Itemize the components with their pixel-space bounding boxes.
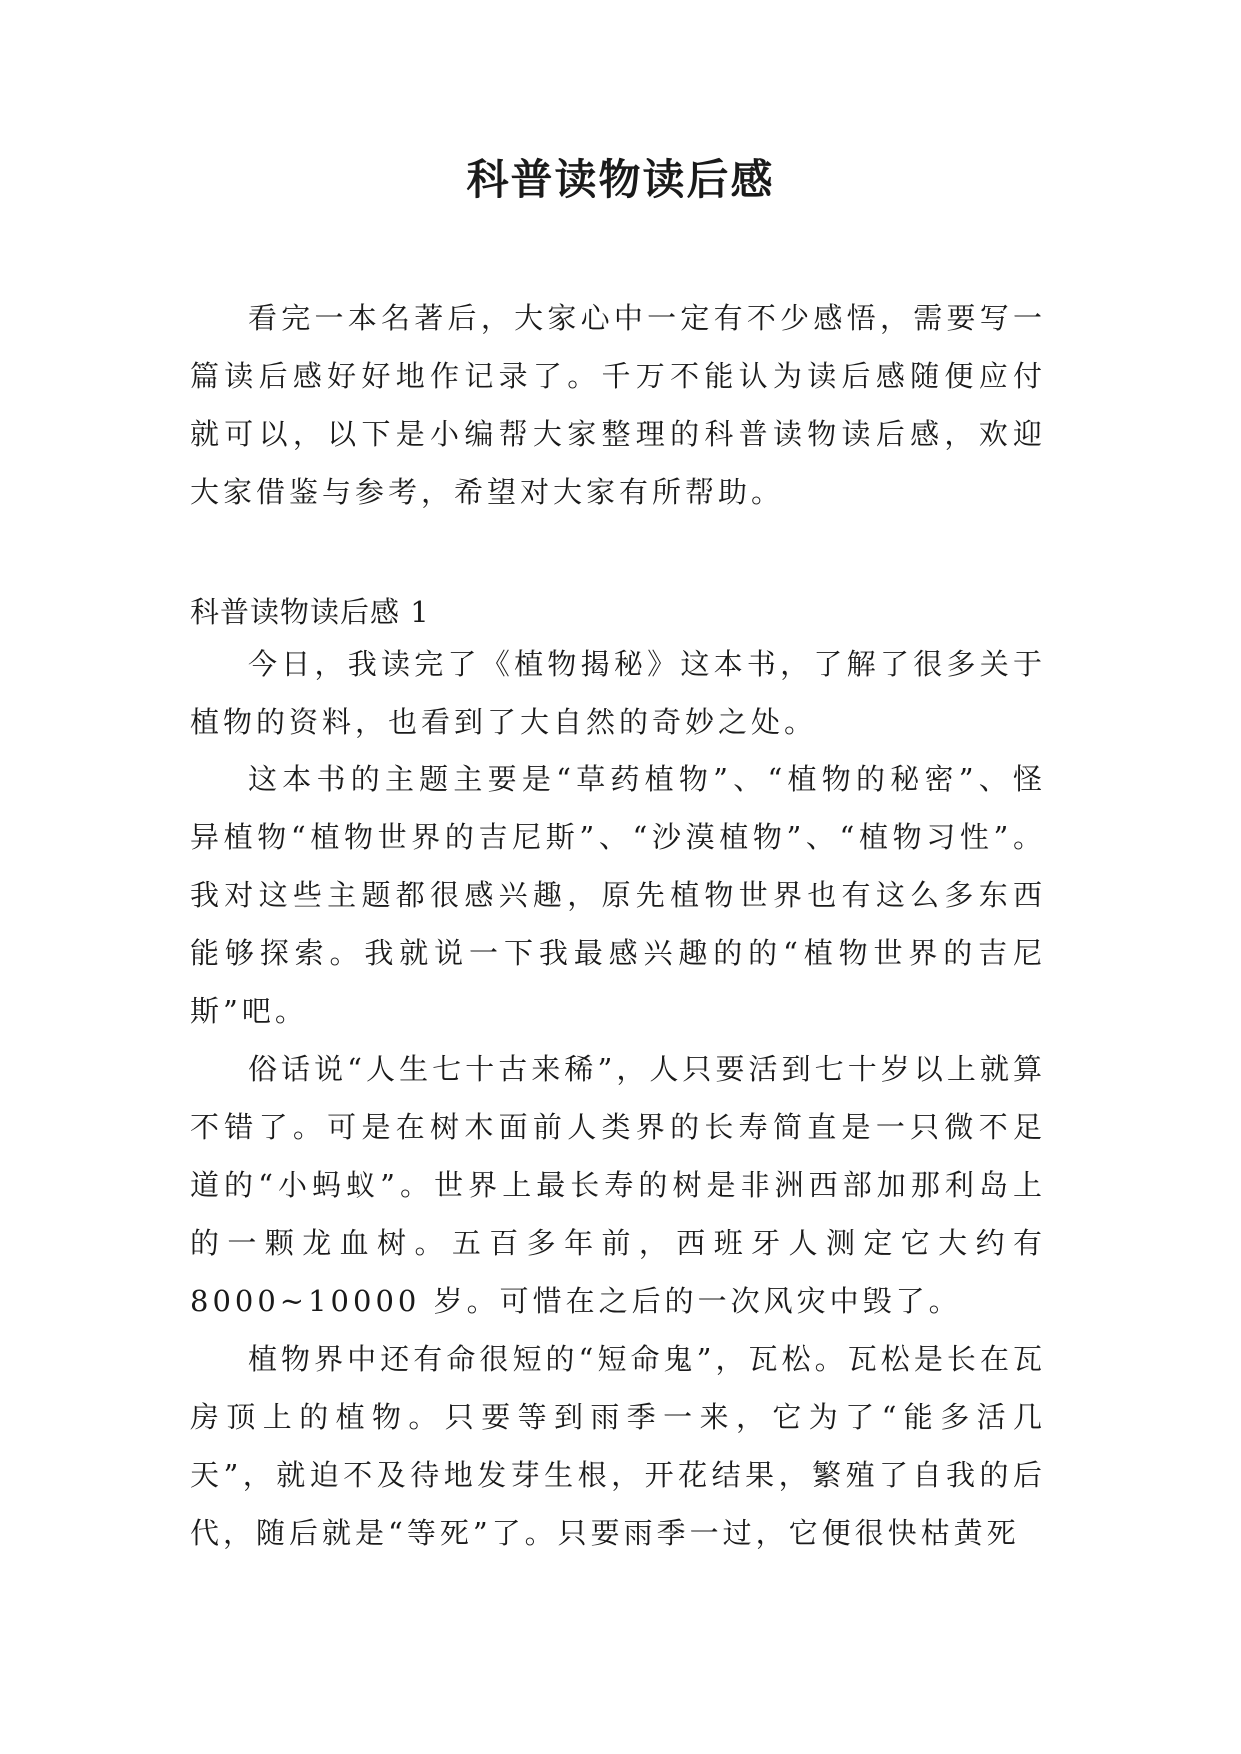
- body-paragraph: 植物界中还有命很短的“短命鬼”，瓦松。瓦松是长在瓦房顶上的植物。只要等到雨季一来，它为了“能多活几天”，就迫不及待地发芽生根，开花结果，繁殖了自我的后代，随后就是“等死”了。只要雨季一过，它便很快枯黄死: [190, 1342, 1046, 1550]
- body-paragraph: 这本书的主题主要是“草药植物”、“植物的秘密”、怪异植物“植物世界的吉尼斯”、“沙漠植物”、“植物习性”。我对这些主题都很感兴趣，原先植物世界也有这么多东西能够探索。我就说一下我最感兴趣的的“植物世界的吉尼斯”吧。: [190, 762, 1046, 1028]
- body-paragraph: 俗话说“人生七十古来稀”，人只要活到七十岁以上就算不错了。可是在树木面前人类界的长寿简直是一只微不足道的“小蚂蚁”。世界上最长寿的树是非洲西部加那利岛上的一颗龙血树。五百多年前，西班牙人测定它大约有8000~10000 岁。可惜在之后的一次风灾中毁了。: [190, 1052, 1046, 1318]
- page-title: 科普读物读后感: [466, 155, 775, 204]
- intro-paragraph: 看完一本名著后，大家心中一定有不少感悟，需要写一篇读后感好好地作记录了。千万不能认为读后感随便应付就可以，以下是小编帮大家整理的科普读物读后感，欢迎大家借鉴与参考，希望对大家有所帮助。: [190, 301, 1046, 509]
- section-heading: 科普读物读后感 1: [190, 595, 430, 629]
- body-paragraph: 今日，我读完了《植物揭秘》这本书，了解了很多关于植物的资料，也看到了大自然的奇妙之处。: [190, 647, 1046, 739]
